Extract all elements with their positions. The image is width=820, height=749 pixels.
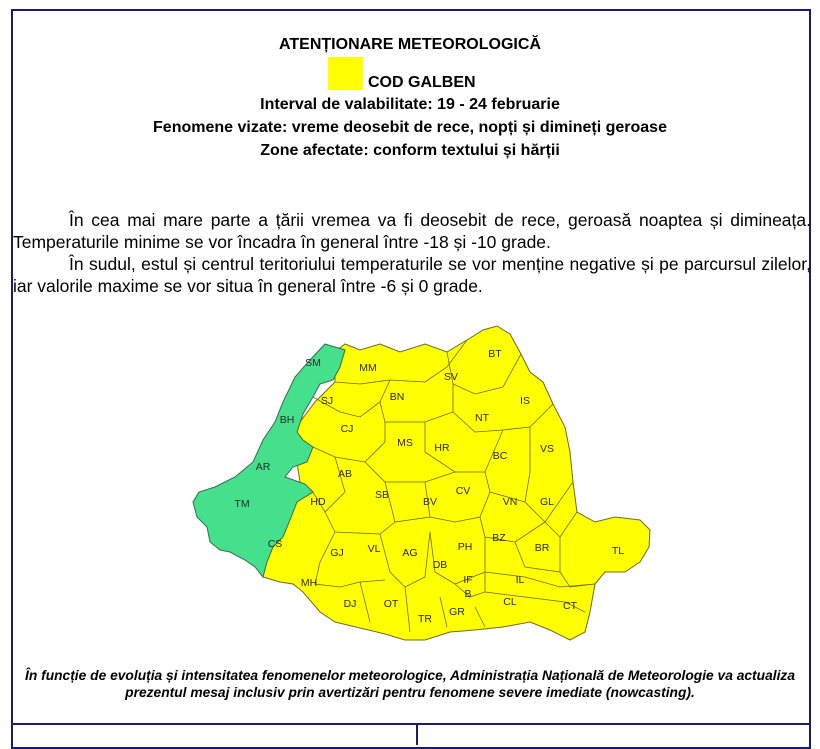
code-label: COD GALBEN	[368, 74, 476, 91]
county-label-hd: HD	[310, 496, 326, 508]
county-label-sj: SJ	[320, 395, 334, 407]
county-label-bn: BN	[389, 391, 405, 403]
county-label-bh: BH	[279, 414, 295, 426]
county-label-bt: BT	[488, 348, 502, 360]
county-label-cl: CL	[503, 596, 517, 608]
county-label-mm: MM	[359, 362, 377, 374]
county-label-b: B	[464, 588, 472, 600]
county-label-gj: GJ	[330, 547, 344, 559]
county-label-br: BR	[534, 542, 550, 554]
county-label-ab: AB	[337, 468, 353, 480]
county-label-ot: OT	[383, 598, 399, 610]
county-label-sv: SV	[443, 371, 459, 383]
county-label-tl: TL	[611, 545, 625, 557]
body-paragraph-1-text: În cea mai mare parte a țării vremea va fi deosebit de rece, geroasă noaptea și dimineața. Temperaturile minime se vor încadra în general între -18 și -10 grade.	[13, 210, 811, 252]
county-label-ag: AG	[402, 547, 418, 559]
romania-warning-map	[185, 322, 655, 644]
county-label-ar: AR	[255, 461, 271, 473]
county-label-is: IS	[520, 395, 530, 407]
bottom-table-row	[11, 723, 811, 745]
validity-interval: Interval de valabilitate: 19 - 24 februarie	[260, 96, 560, 113]
code-color-swatch	[328, 57, 363, 90]
county-label-ct: CT	[563, 600, 577, 612]
body-paragraph-1	[13, 209, 811, 253]
county-label-vl: VL	[367, 543, 381, 555]
county-label-vs: VS	[539, 443, 555, 455]
county-label-hr: HR	[434, 442, 450, 454]
county-label-gl: GL	[539, 496, 555, 508]
county-label-mh: MH	[300, 577, 318, 589]
county-label-cj: CJ	[340, 423, 354, 435]
county-label-gr: GR	[449, 606, 465, 618]
county-label-sb: SB	[374, 489, 390, 501]
county-label-if: IF	[463, 574, 473, 586]
county-label-il: IL	[515, 574, 525, 586]
bottom-cell-left	[11, 725, 416, 745]
county-label-dj: DJ	[343, 598, 357, 610]
county-label-vn: VN	[502, 496, 518, 508]
county-label-bc: BC	[492, 450, 508, 462]
county-label-db: DB	[432, 559, 448, 571]
county-label-cs: CS	[267, 538, 283, 550]
county-label-tm: TM	[234, 498, 250, 510]
county-label-sm: SM	[305, 357, 321, 369]
footer-note: În funcție de evoluția și intensitatea fenomenelor meteorologice, Administrația Națională de Meteorologie va actualiza prezentul mesaj inclusiv prin avertizări pentru fenomene severe imediate (nowcasting).	[25, 668, 795, 700]
county-label-tr: TR	[418, 613, 432, 625]
county-label-bv: BV	[422, 496, 438, 508]
bottom-cell-right	[418, 725, 811, 745]
county-label-nt: NT	[475, 412, 489, 424]
county-label-cv: CV	[455, 485, 471, 497]
warning-title: ATENȚIONARE METEOROLOGICĂ	[279, 36, 541, 53]
county-label-ph: PH	[457, 541, 473, 553]
body-paragraph-2-text: În sudul, estul și centrul teritoriului temperaturile se vor menține negative și pe parcursul zilelor, iar valorile maxime se vor situa în general între -6 și 0 grade.	[13, 254, 811, 296]
county-label-ms: MS	[397, 437, 413, 449]
phenomena: Fenomene vizate: vreme deosebit de rece, nopți și dimineți geroase	[153, 119, 667, 136]
county-label-bz: BZ	[492, 532, 506, 544]
affected-zones: Zone afectate: conform textului și hărții	[260, 142, 560, 159]
body-paragraph-2	[13, 253, 811, 297]
